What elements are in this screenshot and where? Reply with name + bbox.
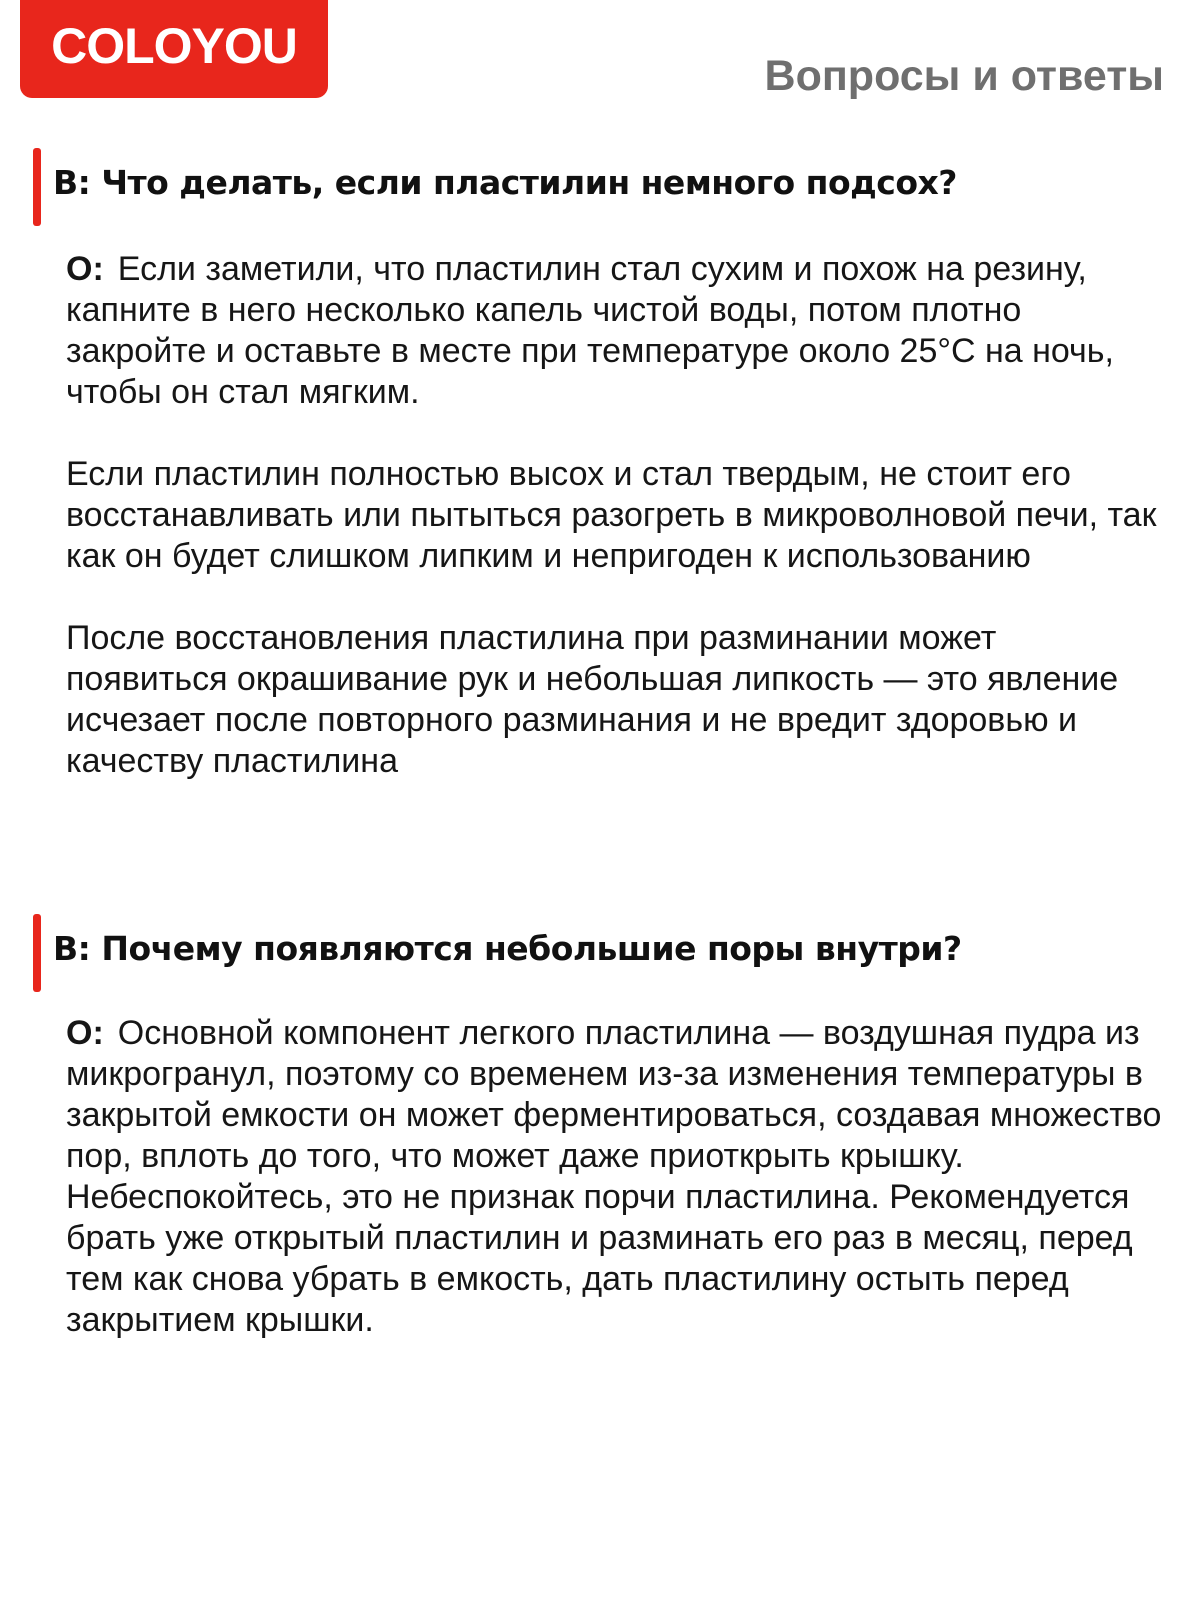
question-accent-bar [33, 914, 41, 992]
answer-text: Основной компонент легкого пластилина — воздушная пудра из микрогранул, поэтому со временем из-за изменения температуры в закрытой емкости он может ферментироваться, создавая множество пор, вплоть до того, что может даже приоткрыть крышку. Небеспокойтесь, это не признак порчи пластилина. Рекомендуется брать уже открытый пластилин и разминать его раз в месяц, перед тем как снова убрать в емкость, дать пластилину остыть перед закрытием крышки. [66, 1014, 1162, 1339]
answer-prefix: О: [66, 1014, 104, 1052]
answer-text: Если заметили, что пластилин стал сухим и похож на резину, капните в него несколько капель чистой воды, потом плотно закройте и оставьте в месте при температуре около 25°C на ночь, чтобы он стал мягким. [66, 250, 1114, 411]
answer-paragraph [66, 249, 1166, 413]
question-text: В: Почему появляются небольшие поры внутри? [53, 929, 962, 968]
faq-answer-1 [66, 249, 1166, 782]
faq-question-2 [33, 914, 1163, 992]
answer-prefix: О: [66, 250, 104, 288]
faq-question-1 [33, 148, 1163, 226]
answer-paragraph [66, 1013, 1166, 1341]
question-text: В: Что делать, если пластилин немного подсох? [53, 163, 957, 202]
brand-logo-text: COLOYOU [51, 18, 297, 74]
brand-logo [20, 0, 328, 98]
page-title: Вопросы и ответы [764, 52, 1164, 100]
answer-paragraph: Если пластилин полностью высох и стал твердым, не стоит его восстанавливать или пытыться разогреть в микроволновой печи, так как он будет слишком липким и непригоден к использованию [66, 455, 1157, 575]
answer-paragraph: После восстановления пластилина при разминании может появиться окрашивание рук и небольшая липкость — это явление исчезает после повторного разминания и не вредит здоровью и качеству пластилина [66, 619, 1119, 780]
question-accent-bar [33, 148, 41, 226]
faq-answer-2 [66, 1013, 1166, 1341]
